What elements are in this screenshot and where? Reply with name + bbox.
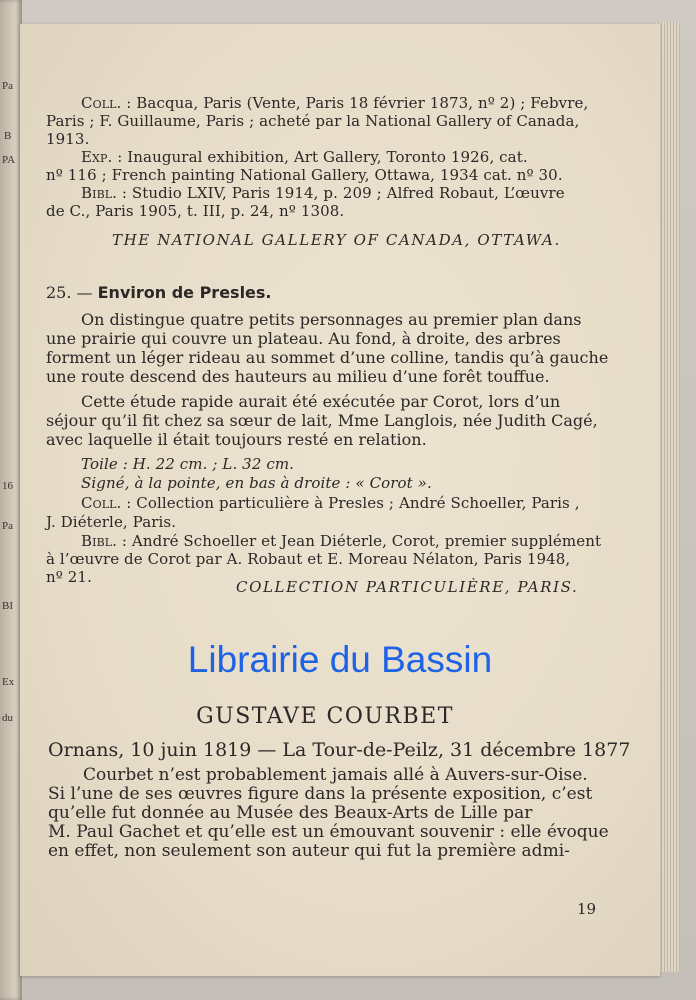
margin-fragment: BI	[2, 600, 13, 612]
bibl-label: Bibl. :	[81, 532, 128, 550]
bibl-line: de C., Paris 1905, t. III, p. 24, nº 1308.	[46, 202, 345, 220]
note-line: séjour qu’il fit chez sa sœur de lait, Mme Langlois, née Judith Cagé,	[46, 411, 598, 430]
owner-line: THE NATIONAL GALLERY OF CANADA, OTTAWA.	[112, 231, 561, 249]
bibl-line: Bibl. : Studio LXIV, Paris 1914, p. 209 ; Alfred Robaut, L’œuvre	[81, 184, 565, 202]
margin-fragment: Pa	[2, 80, 13, 92]
artist-name: GUSTAVE COURBET	[196, 704, 454, 729]
description-line: une route descend des hauteurs au milieu d’une forêt touffue.	[46, 367, 550, 386]
intro-line: qu’elle fut donnée au Musée des Beaux-Arts de Lille par	[48, 803, 533, 823]
medium-line: Toile : H. 22 cm. ; L. 32 cm.	[81, 455, 295, 473]
coll-line: Paris ; F. Guillaume, Paris ; acheté par la National Gallery of Canada,	[46, 112, 580, 130]
coll-line: Coll. : Bacqua, Paris (Vente, Paris 18 février 1873, nº 2) ; Febvre,	[81, 94, 589, 112]
artist-dates: Ornans, 10 juin 1819 — La Tour-de-Peilz, 31 décembre 1877	[48, 739, 631, 761]
exp-line: Exp. : Inaugural exhibition, Art Gallery, Toronto 1926, cat.	[81, 148, 528, 166]
note-line: avec laquelle il était toujours resté en relation.	[46, 430, 427, 449]
coll-label: Coll. :	[81, 94, 132, 112]
bibl-label: Bibl. :	[81, 184, 128, 202]
note-line: Cette étude rapide aurait été exécutée par Corot, lors d’un	[81, 392, 561, 411]
owner-line: COLLECTION PARTICULIÈRE, PARIS.	[236, 578, 579, 596]
coll-label: Coll. :	[81, 494, 132, 512]
exp-label: Exp. :	[81, 148, 123, 166]
exp-line: nº 116 ; French painting National Gallery, Ottawa, 1934 cat. nº 30.	[46, 166, 563, 184]
catalog-page	[20, 24, 660, 976]
description-line: une prairie qui couvre un plateau. Au fond, à droite, des arbres	[46, 329, 561, 348]
watermark: Librairie du Bassin	[187, 639, 493, 680]
bibl-line: Bibl. : André Schoeller et Jean Diéterle, Corot, premier supplément	[81, 532, 602, 550]
bibl-line: à l’œuvre de Corot par A. Robaut et E. Moreau Nélaton, Paris 1948,	[46, 550, 571, 568]
entry-number: 25. —	[46, 283, 93, 302]
description-line: forment un léger rideau au sommet d’une colline, tandis qu’à gauche	[46, 348, 609, 367]
margin-fragment: du	[2, 712, 13, 724]
intro-line: Si l’une de ses œuvres figure dans la présente exposition, c’est	[48, 784, 593, 804]
entry-heading	[46, 283, 272, 302]
description-line: On distingue quatre petits personnages au premier plan dans	[81, 310, 582, 329]
coll-line: 1913.	[46, 130, 90, 148]
intro-line: M. Paul Gachet et qu’elle est un émouvant souvenir : elle évoque	[48, 822, 609, 842]
entry-title: Environ de Presles.	[97, 283, 272, 302]
page-number: 19	[577, 900, 597, 918]
signature-line: Signé, à la pointe, en bas à droite : « Corot ».	[81, 474, 432, 492]
margin-fragment: Pa	[2, 520, 13, 532]
bibl-line: nº 21.	[46, 568, 92, 586]
margin-fragment: PA	[2, 154, 16, 166]
coll-line: Coll. : Collection particulière à Presles ; André Schoeller, Paris ,	[81, 494, 580, 512]
margin-fragment: Ex	[2, 676, 15, 688]
facing-page	[0, 0, 22, 1000]
coll-line: J. Diéterle, Paris.	[46, 513, 177, 531]
intro-line: en effet, non seulement son auteur qui fut la première admi-	[48, 841, 570, 861]
intro-line: Courbet n’est probablement jamais allé à Auvers-sur-Oise.	[83, 765, 588, 785]
margin-fragment: 16	[2, 480, 13, 492]
margin-fragment: B	[4, 130, 12, 142]
